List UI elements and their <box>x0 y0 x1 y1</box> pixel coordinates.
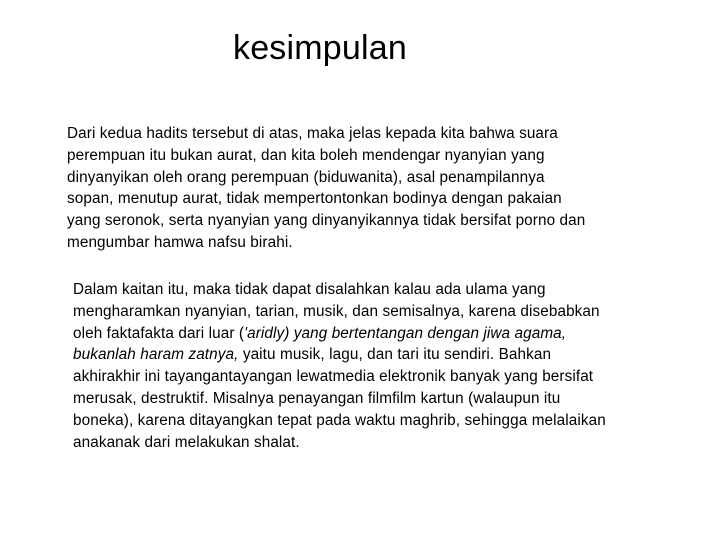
paragraph-context <box>73 279 673 453</box>
paragraph-line: dinyanyikan oleh orang perempuan (biduwanita), asal penampilannya <box>67 168 545 186</box>
paragraph-line: sopan, menutup aurat, tidak mempertontonkan bodinya dengan pakaian <box>67 190 562 208</box>
paragraph-line: anakanak dari melakukan shalat. <box>73 433 300 451</box>
paragraph-line: mengumbar hamwa nafsu birahi. <box>67 233 293 251</box>
paragraph-line: mengharamkan nyanyian, tarian, musik, dan semisalnya, karena disebabkan <box>73 302 600 320</box>
paragraph-line: perempuan itu bukan aurat, dan kita boleh mendengar nyanyian yang <box>67 146 545 164</box>
paragraph-line: merusak, destruktif. Misalnya penayangan filmfilm kartun (walaupun itu <box>73 389 561 407</box>
paragraph-line <box>73 323 673 345</box>
text-italic: bukanlah haram zatnya, <box>73 346 239 364</box>
paragraph-line: Dalam kaitan itu, maka tidak dapat disalahkan kalau ada ulama yang <box>73 281 546 298</box>
paragraph-conclusion <box>67 123 657 254</box>
text-normal: oleh faktafakta dari luar ( <box>73 324 245 342</box>
slide-title: kesimpulan <box>233 29 407 67</box>
paragraph-line <box>73 344 673 366</box>
paragraph-line: yang seronok, serta nyanyian yang dinyanyikannya tidak bersifat porno dan <box>67 212 586 230</box>
paragraph-line: Dari kedua hadits tersebut di atas, maka jelas kepada kita bahwa suara <box>67 125 558 142</box>
paragraph-line: boneka), karena ditayangkan tepat pada waktu maghrib, sehingga melalaikan <box>73 411 606 429</box>
text-italic: 'aridly) yang bertentangan dengan jiwa agama, <box>244 324 567 342</box>
text-normal: yaitu musik, lagu, dan tari itu sendiri. Bahkan <box>238 346 552 364</box>
paragraph-line: akhirakhir ini tayangantayangan lewatmedia elektronik banyak yang bersifat <box>73 368 594 386</box>
